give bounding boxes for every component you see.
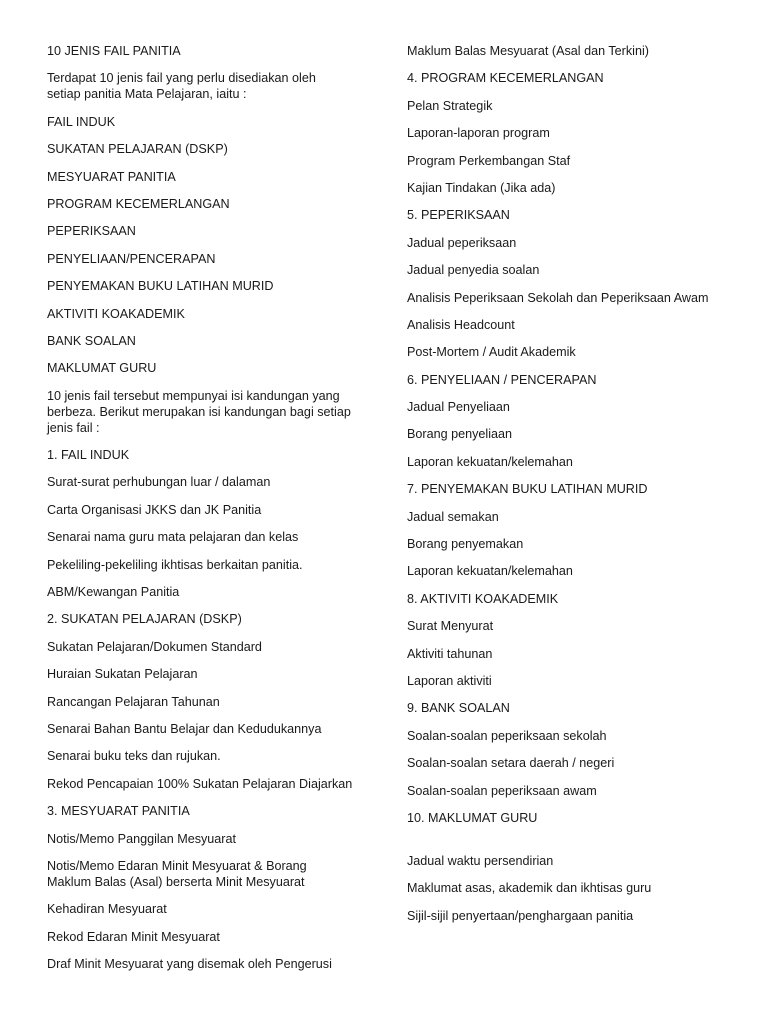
contents-intro-paragraph: 10 jenis fail tersebut mempunyai isi kandungan yang berbeza. Berikut merupakan isi kandungan bagi setiap jenis fail : [47, 388, 351, 435]
list-item: Notis/Memo Edaran Minit Mesyuarat & Borang Maklum Balas (Asal) berserta Minit Mesyuarat [47, 858, 307, 889]
list-item: Rancangan Pelajaran Tahunan [47, 694, 220, 709]
list-item: Maklumat asas, akademik dan ikhtisas guru [407, 881, 652, 896]
list-item: Pekeliling-pekeliling ikhtisas berkaitan panitia. [47, 557, 303, 572]
file-type-item: PENYELIAAN/PENCERAPAN [47, 251, 216, 266]
list-item: Aktiviti tahunan [407, 646, 493, 661]
list-item: Soalan-soalan peperiksaan awam [407, 783, 597, 798]
file-type-item: MAKLUMAT GURU [47, 361, 157, 376]
list-item: Laporan-laporan program [407, 126, 550, 141]
list-item: ABM/Kewangan Panitia [47, 585, 180, 600]
list-item: Surat-surat perhubungan luar / dalaman [47, 475, 271, 490]
file-type-item: PEPERIKSAAN [47, 224, 136, 239]
section-heading: 7. PENYEMAKAN BUKU LATIHAN MURID [407, 482, 648, 497]
list-item: Laporan kekuatan/kelemahan [407, 454, 573, 469]
section-heading: 1. FAIL INDUK [47, 448, 130, 463]
list-item: Borang penyeliaan [407, 427, 513, 442]
intro-paragraph: Terdapat 10 jenis fail yang perlu disediakan oleh setiap panitia Mata Pelajaran, iaitu : [47, 71, 316, 102]
list-item: Jadual peperiksaan [407, 235, 517, 250]
file-type-item: MESYUARAT PANITIA [47, 169, 176, 184]
section-heading: 9. BANK SOALAN [407, 701, 510, 716]
section-heading: 10. MAKLUMAT GURU [407, 810, 538, 825]
section-heading: 4. PROGRAM KECEMERLANGAN [407, 71, 604, 86]
list-item: Post-Mortem / Audit Akademik [407, 345, 576, 360]
list-item: Kehadiran Mesyuarat [47, 902, 167, 917]
list-item: Jadual waktu persendirian [407, 853, 554, 868]
document-title: 10 JENIS FAIL PANITIA [47, 44, 181, 58]
list-item: Analisis Peperiksaan Sekolah dan Peperiksaan Awam [407, 290, 709, 305]
list-item: Senarai nama guru mata pelajaran dan kelas [47, 530, 299, 545]
section-heading: 8. AKTIVITI KOAKADEMIK [407, 591, 559, 606]
list-item: Sijil-sijil penyertaan/penghargaan panitia [407, 908, 634, 923]
section-heading: 5. PEPERIKSAAN [407, 208, 510, 223]
list-item: Jadual semakan [407, 509, 499, 524]
file-type-item: FAIL INDUK [47, 114, 116, 129]
list-item: Jadual penyedia soalan [407, 263, 540, 278]
section-heading: 2. SUKATAN PELAJARAN (DSKP) [47, 612, 242, 627]
right-column [407, 43, 737, 935]
list-item: Laporan aktiviti [407, 673, 492, 688]
file-type-item: SUKATAN PELAJARAN (DSKP) [47, 142, 228, 157]
list-item: Senarai buku teks dan rujukan. [47, 749, 221, 764]
list-item: Kajian Tindakan (Jika ada) [407, 180, 556, 195]
list-item: Huraian Sukatan Pelajaran [47, 667, 198, 682]
left-column [47, 43, 367, 984]
list-item: Soalan-soalan peperiksaan sekolah [407, 728, 607, 743]
list-item: Rekod Edaran Minit Mesyuarat [47, 929, 220, 944]
section-heading: 3. MESYUARAT PANITIA [47, 804, 190, 819]
list-item: Maklum Balas Mesyuarat (Asal dan Terkini) [407, 44, 649, 58]
list-item: Analisis Headcount [407, 317, 515, 332]
file-type-item: PROGRAM KECEMERLANGAN [47, 196, 230, 211]
list-item: Notis/Memo Panggilan Mesyuarat [47, 831, 236, 846]
file-type-item: AKTIVITI KOAKADEMIK [47, 306, 185, 321]
section-heading: 6. PENYELIAAN / PENCERAPAN [407, 372, 597, 387]
file-type-item: BANK SOALAN [47, 333, 136, 348]
list-item: Borang penyemakan [407, 537, 524, 552]
list-item: Laporan kekuatan/kelemahan [407, 564, 573, 579]
list-item: Rekod Pencapaian 100% Sukatan Pelajaran Diajarkan [47, 776, 353, 791]
list-item: Soalan-soalan setara daerah / negeri [407, 756, 615, 771]
list-item: Jadual Penyeliaan [407, 400, 510, 415]
list-item: Senarai Bahan Bantu Belajar dan Kedudukannya [47, 721, 322, 736]
list-item: Surat Menyurat [407, 619, 494, 634]
list-item: Program Perkembangan Staf [407, 153, 571, 168]
list-item: Carta Organisasi JKKS dan JK Panitia [47, 502, 262, 517]
list-item: Sukatan Pelajaran/Dokumen Standard [47, 639, 262, 654]
list-item: Draf Minit Mesyuarat yang disemak oleh Pengerusi [47, 957, 332, 972]
file-type-item: PENYEMAKAN BUKU LATIHAN MURID [47, 279, 274, 294]
list-item: Pelan Strategik [407, 98, 493, 113]
